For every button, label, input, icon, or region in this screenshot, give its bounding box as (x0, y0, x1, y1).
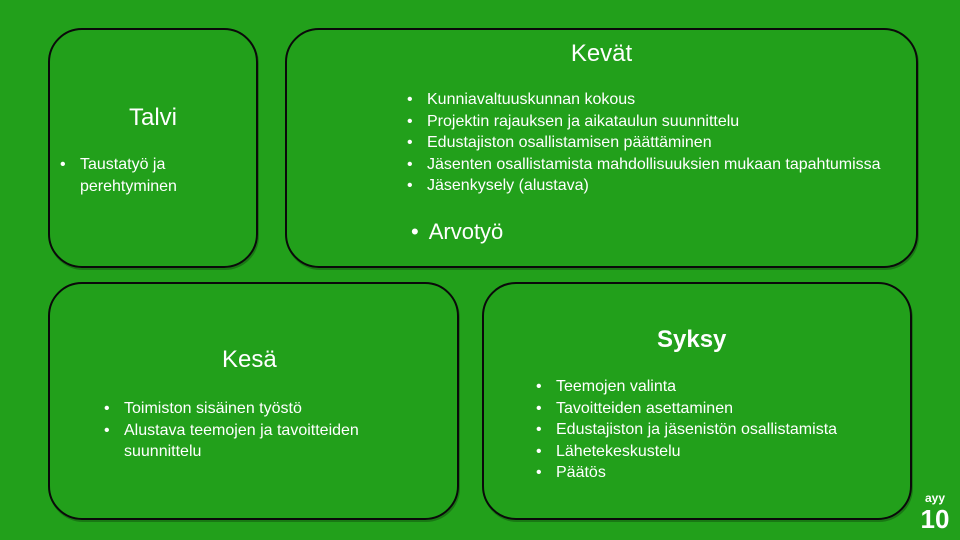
autumn-list (534, 376, 904, 484)
autumn-box (482, 282, 912, 520)
list-item: • Tavoitteiden asettaminen (534, 398, 904, 420)
winter-title: Talvi (128, 104, 177, 131)
spring-title: Kevät (570, 40, 633, 67)
list-item: • Kunniavaltuuskunnan kokous (405, 89, 885, 111)
list-item: • Päätös (534, 462, 904, 484)
list-item: • Teemojen valinta (534, 376, 904, 398)
list-item: • Jäsenkysely (alustava) (405, 175, 885, 197)
summer-title: Kesä (222, 346, 277, 373)
svg-text:10: 10 (920, 504, 950, 530)
list-item: • Edustajiston ja jäsenistön osallistamista (534, 419, 904, 441)
svg-text:ayy: ayy (924, 491, 946, 505)
list-item: • Alustava teemojen ja tavoitteiden suunnittelu (102, 420, 432, 463)
list-item: • Projektin rajauksen ja aikataulun suunnittelu (405, 111, 885, 133)
summer-list (102, 398, 432, 463)
list-item: • Edustajiston osallistamisen päättäminen (405, 132, 885, 154)
autumn-title: Syksy (657, 326, 727, 353)
spring-extra-item (411, 219, 503, 245)
spring-box (285, 28, 918, 268)
list-item: • Jäsenten osallistamista mahdollisuuksien mukaan tapahtumissa (405, 154, 885, 176)
list-item: • Toimiston sisäinen työstö (102, 398, 432, 420)
spring-extra-label: Arvotyö (428, 219, 504, 244)
list-item: • Taustatyö ja perehtyminen (58, 154, 256, 197)
ayy-logo-icon (916, 490, 954, 530)
bullet-icon: • (411, 219, 419, 244)
summer-box (48, 282, 459, 520)
list-item: • Lähetekeskustelu (534, 441, 904, 463)
spring-list (405, 89, 885, 197)
winter-list (58, 154, 256, 197)
winter-box (48, 28, 258, 268)
